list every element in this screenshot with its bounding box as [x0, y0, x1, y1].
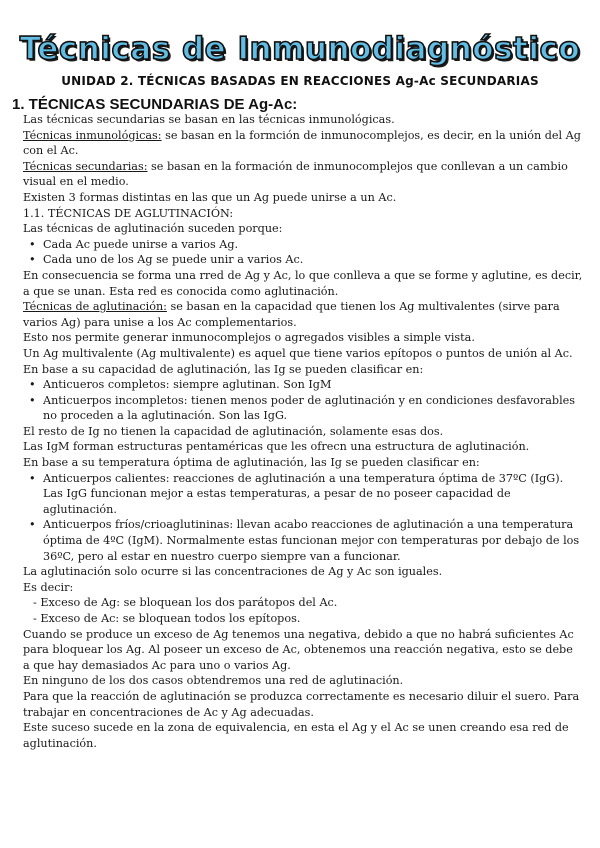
- paragraph: En base a su temperatura óptima de aglutinación, las Ig se pueden clasificar en:: [23, 456, 480, 470]
- paragraph: Cuando se produce un exceso de Ag tenemos una negativa, debido a que no habrá suficientes Ac para bloquear los Ag. Al poseer un exceso de Ac, obtenemos una reacción negativa, esto se debe a que hay demasiados Ac para uno o varios Ag.: [23, 627, 574, 672]
- dash-item: - Exceso de Ag: se bloquean los dos parátopos del Ac.: [33, 596, 338, 610]
- term: Técnicas de aglutinación:: [23, 300, 167, 314]
- term: Técnicas secundarias:: [23, 159, 148, 173]
- term: Técnicas inmunológicas:: [23, 128, 162, 142]
- paragraph: Para que la reacción de aglutinación se produzca correctamente es necesario diluir el suero. Para trabajar en concentraciones de Ac y Ag adecuadas.: [23, 689, 580, 719]
- paragraph: El resto de Ig no tienen la capacidad de aglutinación, solamente esas dos.: [23, 424, 444, 438]
- paragraph: La aglutinación solo ocurre si las concentraciones de Ag y Ac son iguales.: [23, 565, 443, 579]
- bullet-list: [23, 237, 583, 268]
- paragraph: [23, 159, 583, 190]
- paragraph: Este suceso sucede en la zona de equivalencia, en esta el Ag y el Ac se unen creando esa red de aglutinación.: [23, 721, 569, 750]
- list-item: • Cada Ac puede unirse a varios Ag.: [43, 237, 583, 253]
- paragraph: Las IgM forman estructuras pentaméricas que les ofrecn una estructura de aglutinación.: [23, 440, 530, 454]
- section-heading: 1. TÉCNICAS SECUNDARIAS DE Ag-Ac:: [12, 96, 298, 113]
- definition: se basan en la capacidad que tienen los Ag multivalentes (sirve para varios Ag) para unise a los Ac complementarios.: [23, 300, 560, 329]
- paragraph: En consecuencia se forma una rred de Ag y Ac, lo que conlleva a que se forme y aglutine, es decir, a que se unan. Esta red es conocida como aglutinación.: [23, 268, 583, 298]
- paragraph: Existen 3 formas distintas en las que un Ag puede unirse a un Ac.: [23, 190, 397, 204]
- paragraph: Las técnicas de aglutinación suceden porque:: [23, 222, 283, 236]
- bullet-list: [23, 377, 583, 424]
- definition: se basan en la formción de inmunocomplejos, es decir, en la unión del Ag con el Ac.: [23, 128, 581, 158]
- list-item: • Anticuerpos fríos/crioaglutininas: llevan acabo reacciones de aglutinación a una temperatura óptima de 4ºC (IgM). Normalmente estas funcionan mejor con temperaturas por debajo de los 36ºC, pero al estar en nuestro cuerpo siempre van a funcionar.: [43, 517, 583, 564]
- paragraph: Es decir:: [23, 580, 74, 594]
- page-title: Técnicas de Inmunodiagnóstico: [19, 31, 581, 67]
- list-item: • Anticuerpos calientes: reacciones de aglutinación a una temperatura óptima de 37ºC (IgG). Las IgG funcionan mejor a estas temperaturas, a pesar de no poseer capacidad de aglutinación.: [43, 471, 583, 518]
- definition: se basan en la formación de inmunocomplejos que conllevan a un cambio visual en el medio.: [23, 159, 568, 189]
- paragraph: En base a su capacidad de aglutinación, las Ig se pueden clasificar en:: [23, 362, 424, 376]
- subsection-heading: 1.1. TÉCNICAS DE AGLUTINACIÓN:: [23, 206, 234, 220]
- dash-item: - Exceso de Ac: se bloquean todos los epítopos.: [33, 612, 301, 625]
- title-wrap: [0, 32, 600, 66]
- paragraph: [23, 128, 583, 159]
- paragraph: Las técnicas secundarias se basan en las técnicas inmunológicas.: [23, 113, 395, 126]
- list-item: • Cada uno de los Ag se puede unir a varios Ac.: [43, 252, 583, 268]
- paragraph: En ninguno de los dos casos obtendremos una red de aglutinación.: [23, 674, 404, 688]
- paragraph: [23, 299, 583, 330]
- paragraph: Esto nos permite generar inmunocomplejos o agregados visibles a simple vista.: [23, 331, 475, 345]
- unit-subtitle: UNIDAD 2. TÉCNICAS BASADAS EN REACCIONES Ag-Ac SECUNDARIAS: [61, 74, 539, 88]
- list-item: • Anticuerpos incompletos: tienen menos poder de aglutinación y en condiciones desfavorables no proceden a la aglutinación. Son las IgG.: [43, 393, 583, 424]
- paragraph: Un Ag multivalente (Ag multivalente) es aquel que tiene varios epítopos o puntos de unión al Ac.: [23, 346, 573, 360]
- list-item: • Anticueros completos: siempre aglutinan. Son IgM: [43, 377, 583, 393]
- bullet-list: [23, 471, 583, 565]
- document-body: [23, 112, 583, 751]
